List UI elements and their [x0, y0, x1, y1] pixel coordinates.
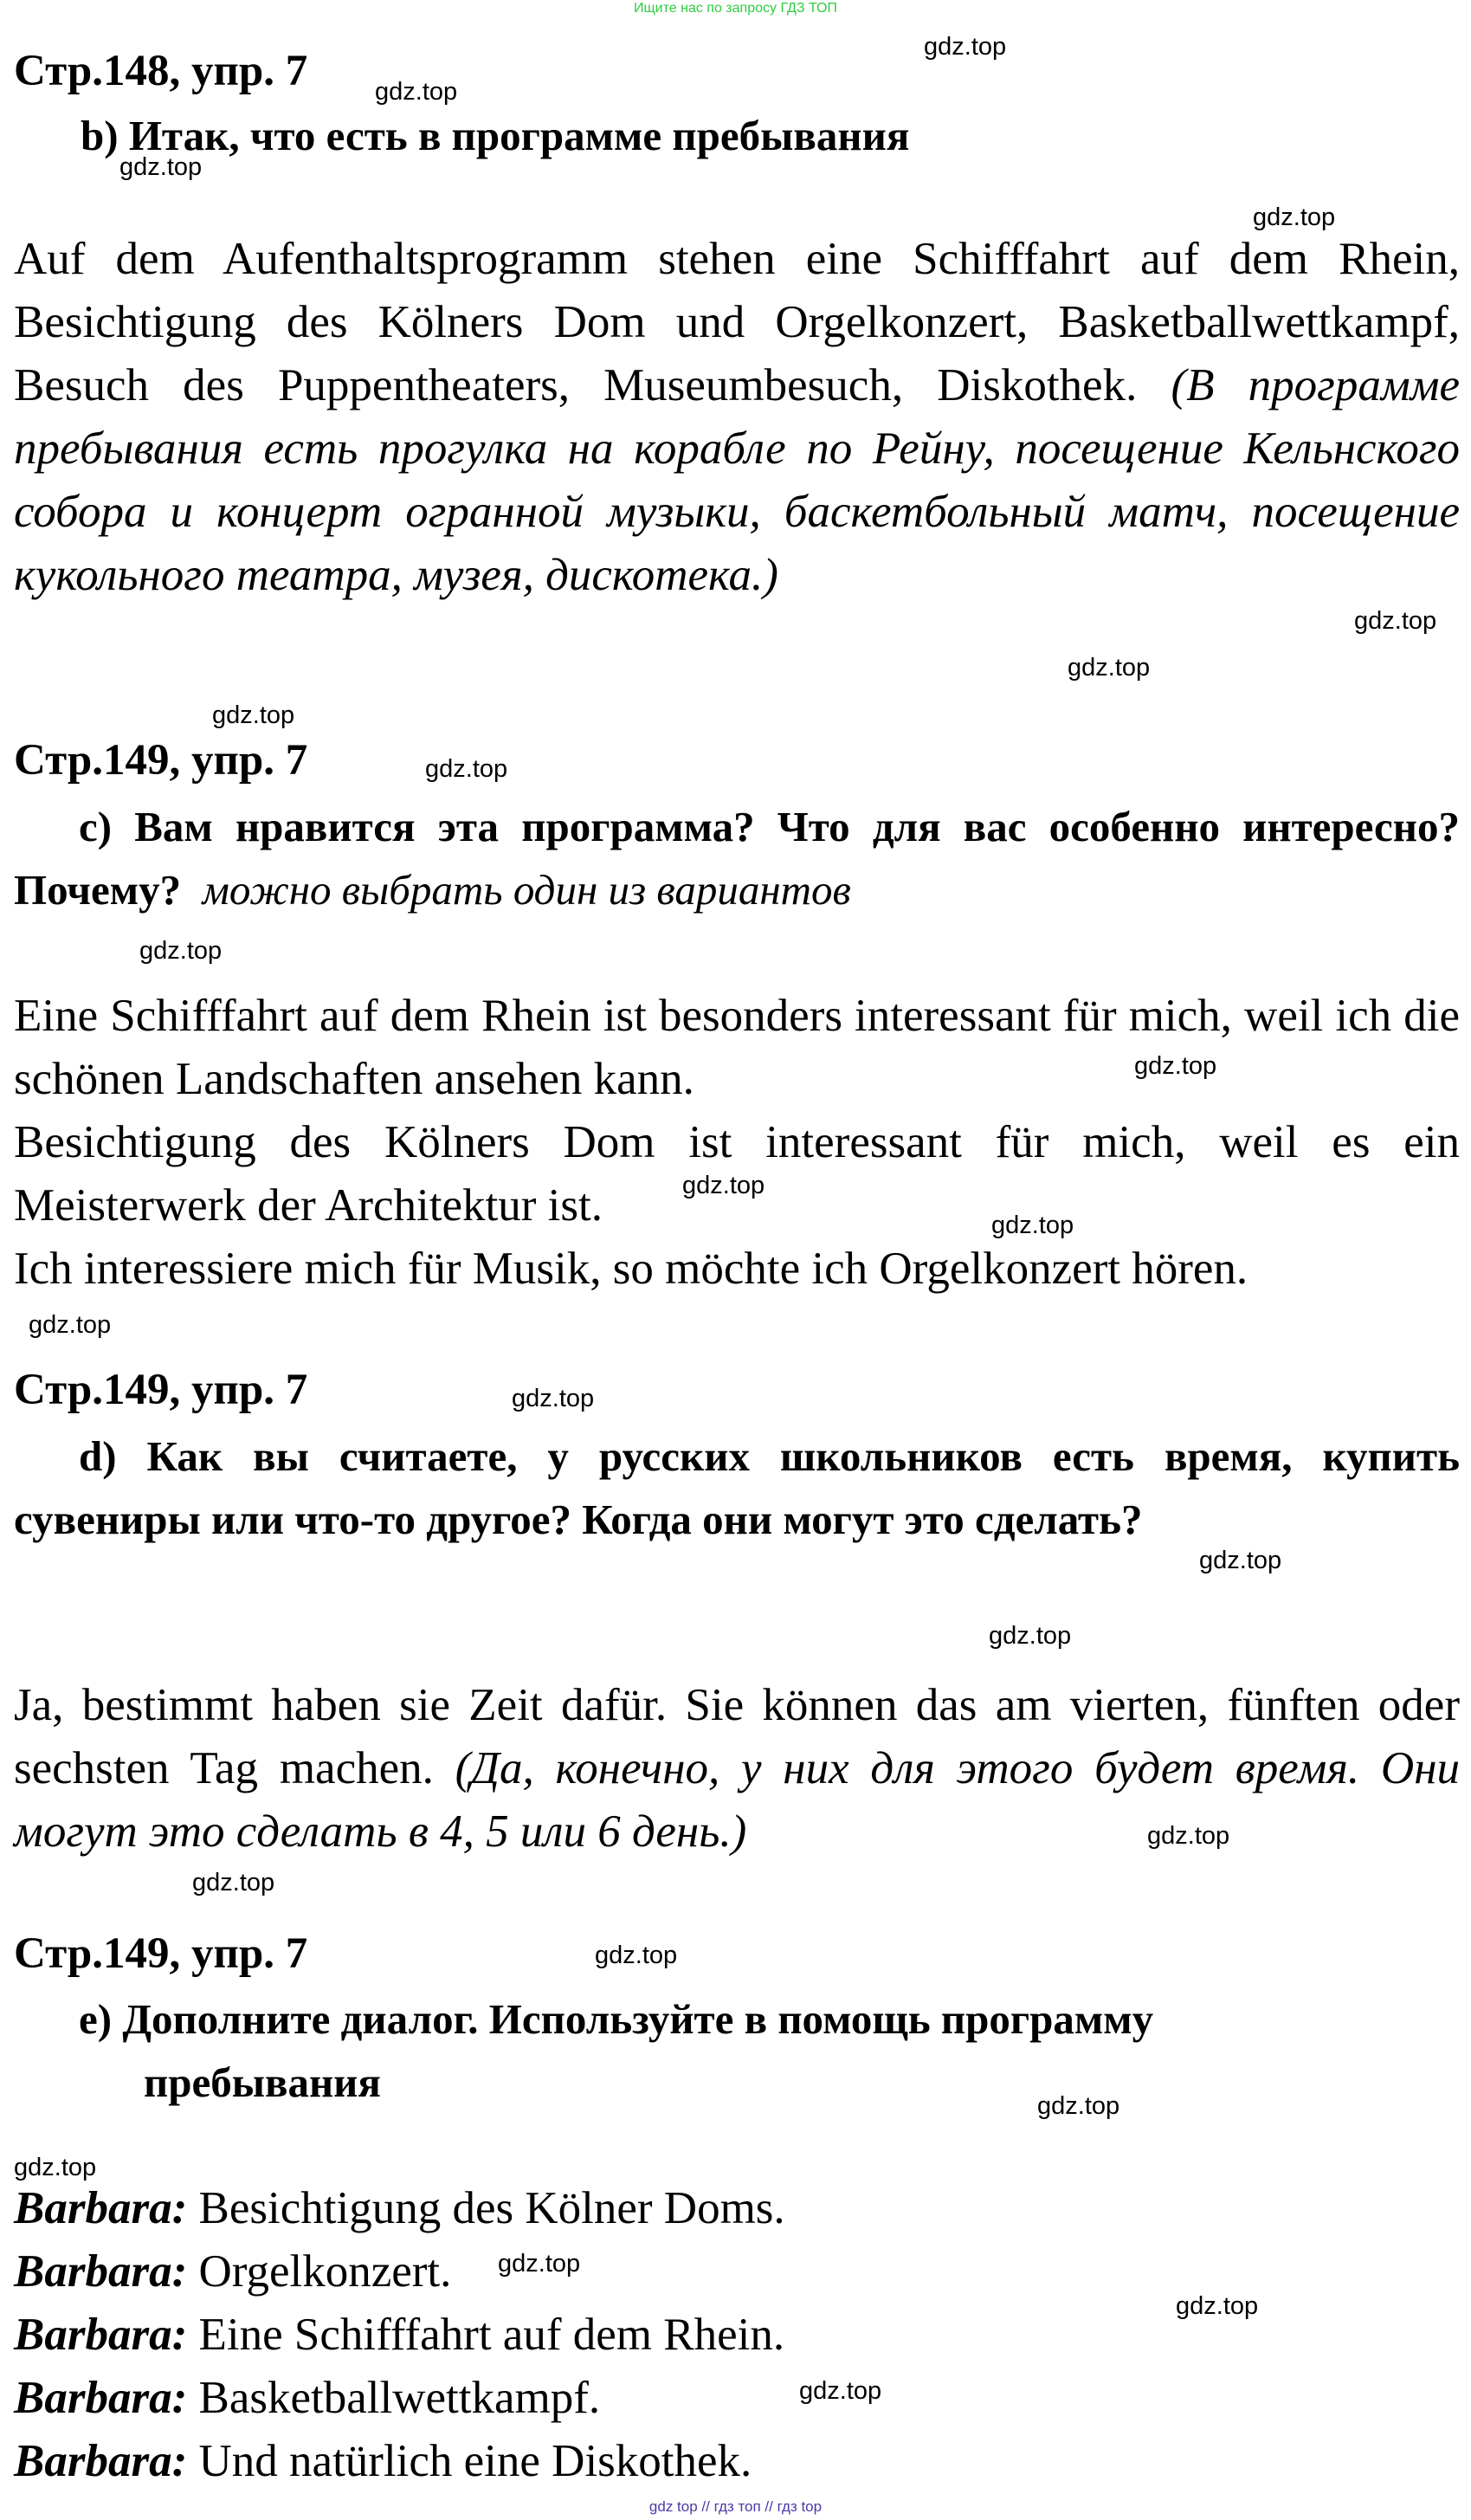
answer-german: Ja, bestimmt haben sie Zeit dafür. Sie können das am vierten, fünften oder sechsten Tag machen.: [14, 1680, 1460, 1793]
task-c: [14, 795, 1460, 921]
dialog-text: Eine Schifffahrt auf dem Rhein.: [198, 2310, 785, 2360]
answer-russian: (В программе пребывания есть прогулка на корабле по Рейну, посещение Кельнского собора и концерт огранной музыки, баскетбольный матч, посещение кукольного театра, музея, дискотека.): [14, 360, 1460, 600]
speaker-label: Barbara:: [14, 2183, 188, 2233]
answer-paragraph: [14, 228, 1460, 607]
dialog-text: Und natürlich eine Diskothek.: [198, 2436, 752, 2486]
answer-paragraph: Besichtigung des Kölners Dom ist interessant für mich, weil es ein Meisterwerk der Architektur ist.: [14, 1117, 1460, 1231]
watermark: gdz.top: [1199, 1547, 1282, 1574]
dialog-text: Besichtigung des Kölner Doms.: [198, 2183, 785, 2233]
watermark: gdz.top: [425, 755, 508, 783]
watermark: gdz.top: [1037, 2092, 1120, 2120]
watermark: gdz.top: [1354, 607, 1437, 635]
speaker-label: Barbara:: [14, 2436, 188, 2486]
dialog-text: Basketballwettkampf.: [198, 2373, 601, 2423]
watermark: gdz.top: [1134, 1052, 1217, 1080]
watermark: gdz.top: [212, 701, 295, 729]
watermark: gdz.top: [139, 937, 223, 965]
speaker-label: Barbara:: [14, 2246, 188, 2297]
task-b: b) Итак, что есть в программе пребывания: [81, 112, 910, 159]
task-d: d) Как вы считаете, у русских школьников есть время, купить сувениры или что-то другое? Когда они могут это сделать?: [14, 1432, 1460, 1543]
watermark: gdz.top: [29, 1311, 112, 1339]
answer-russian: (Да, конечно, у них для этого будет время. Они могут это сделать в 4, 5 или 6 день.): [14, 1743, 1460, 1857]
dialog-line: [14, 2240, 451, 2304]
watermark: gdz.top: [192, 1869, 275, 1896]
dialog-line: [14, 2304, 784, 2367]
watermark: gdz.top: [1068, 654, 1151, 682]
answer-paragraph: Eine Schifffahrt auf dem Rhein ist besonders interessant für mich, weil ich die schönen Landschaften ansehen kann.: [14, 991, 1460, 1104]
section-heading: Стр.148, упр. 7: [14, 47, 308, 95]
watermark: gdz.top: [991, 1212, 1074, 1239]
bottom-banner[interactable]: gdz top // гдз топ // гдз top: [648, 2498, 823, 2515]
watermark: gdz.top: [375, 78, 458, 106]
watermark: gdz.top: [498, 2250, 581, 2278]
watermark: gdz.top: [924, 33, 1007, 61]
watermark: gdz.top: [989, 1622, 1072, 1650]
section-heading: Стр.149, упр. 7: [14, 736, 308, 785]
answer-paragraph: [14, 1674, 1460, 1864]
task-e: e) Дополните диалог. Используйте в помощь программу: [79, 1995, 1154, 2043]
section-heading: Стр.149, упр. 7: [14, 1366, 308, 1414]
speaker-label: Barbara:: [14, 2373, 188, 2423]
answer-german: Auf dem Aufenthaltsprogramm stehen eine Schifffahrt auf dem Rhein, Besichtigung des Kölners Dom und Orgelkonzert, Basketballwettkampf, Besuch des Puppentheaters, Museumbesuch, Diskothek.: [14, 234, 1460, 410]
task-note: можно выбрать один из вариантов: [202, 866, 851, 914]
watermark: gdz.top: [595, 1942, 678, 1969]
answer-line: Ich interessiere mich für Musik, so möchte ich Orgelkonzert hören.: [14, 1244, 1248, 1294]
dialog-line: [14, 2367, 600, 2430]
task-e-continuation: пребывания: [144, 2058, 381, 2106]
watermark: gdz.top: [682, 1172, 765, 1199]
dialog-line: [14, 2430, 752, 2493]
watermark: gdz.top: [14, 2154, 97, 2181]
watermark: gdz.top: [1176, 2292, 1259, 2320]
top-banner[interactable]: Ищите нас по запросу ГДЗ ТОП: [634, 1, 837, 16]
watermark: gdz.top: [799, 2377, 882, 2405]
task-text: c) Вам нравится эта программа? Что для вас особенно интересно? Почему?: [14, 803, 1460, 914]
watermark: gdz.top: [1253, 204, 1336, 231]
dialog-text: Orgelkonzert.: [198, 2246, 452, 2297]
speaker-label: Barbara:: [14, 2310, 188, 2360]
watermark: gdz.top: [119, 153, 203, 181]
watermark: gdz.top: [1147, 1822, 1230, 1850]
section-heading: Стр.149, упр. 7: [14, 1929, 308, 1978]
watermark: gdz.top: [512, 1385, 595, 1412]
dialog-line: [14, 2177, 785, 2240]
